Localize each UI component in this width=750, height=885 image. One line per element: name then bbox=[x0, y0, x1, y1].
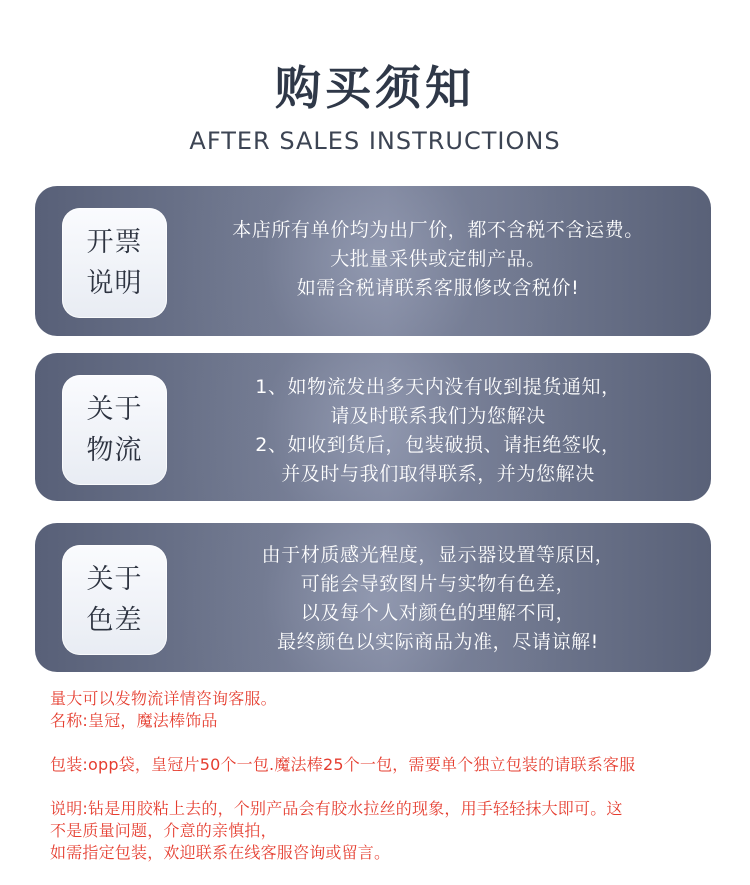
logistics-card bbox=[35, 353, 711, 501]
logistics-badge-line-1: 关于 bbox=[86, 394, 143, 425]
invoice-text-line-2: 大批量采供或定制产品。 bbox=[330, 248, 546, 270]
note-line-3: 包装:opp袋，皇冠片50个一包.魔法棒25个一包，需要单个独立包装的请联系客服 bbox=[50, 755, 636, 774]
invoice-text-line-3: 如需含税请联系客服修改含税价! bbox=[296, 277, 580, 299]
color-difference-badge bbox=[62, 545, 167, 655]
note-line-1: 量大可以发物流详情咨询客服。 bbox=[50, 689, 277, 708]
invoice-text bbox=[185, 216, 691, 303]
color-difference-text bbox=[185, 541, 691, 657]
notes-block bbox=[50, 688, 710, 864]
logistics-badge bbox=[62, 375, 167, 485]
color-difference-text-line-4: 最终颜色以实际商品为准，尽请谅解! bbox=[277, 631, 599, 653]
color-difference-text-line-3: 以及每个人对颜色的理解不同， bbox=[300, 602, 576, 624]
page-title: 购买须知 bbox=[275, 61, 475, 115]
invoice-badge-line-1: 开票 bbox=[86, 227, 143, 258]
invoice-text-line-1: 本店所有单价均为出厂价，都不含税不含运费。 bbox=[232, 219, 644, 241]
note-gap-2 bbox=[50, 776, 710, 798]
note-line-5: 不是质量问题，介意的亲慎拍， bbox=[50, 821, 277, 840]
logistics-text-line-4: 并及时与我们取得联系，并为您解决 bbox=[281, 463, 595, 485]
logistics-badge-line-2: 物流 bbox=[86, 435, 143, 466]
logistics-text-line-1: 1、如物流发出多天内没有收到提货通知， bbox=[255, 376, 621, 398]
color-difference-card bbox=[35, 523, 711, 672]
note-line-2: 名称:皇冠，魔法棒饰品 bbox=[50, 711, 218, 730]
page-subtitle: AFTER SALES INSTRUCTIONS bbox=[189, 127, 561, 155]
note-line-4: 说明:钻是用胶粘上去的，个别产品会有胶水拉丝的现象，用手轻轻抹大即可。这 bbox=[50, 799, 623, 818]
invoice-badge bbox=[62, 208, 167, 318]
note-gap-1 bbox=[50, 732, 710, 754]
color-difference-badge-line-2: 色差 bbox=[86, 605, 143, 636]
invoice-card bbox=[35, 186, 711, 336]
color-difference-text-line-1: 由于材质感光程度，显示器设置等原因， bbox=[261, 544, 615, 566]
logistics-text bbox=[185, 373, 691, 489]
invoice-badge-line-2: 说明 bbox=[86, 268, 143, 299]
note-line-6: 如需指定包装，欢迎联系在线客服咨询或留言。 bbox=[50, 843, 391, 862]
color-difference-text-line-2: 可能会导致图片与实物有色差， bbox=[300, 573, 576, 595]
color-difference-badge-line-1: 关于 bbox=[86, 564, 143, 595]
logistics-text-line-2: 请及时联系我们为您解决 bbox=[330, 405, 546, 427]
logistics-text-line-3: 2、如收到货后，包装破损、请拒绝签收， bbox=[255, 434, 621, 456]
